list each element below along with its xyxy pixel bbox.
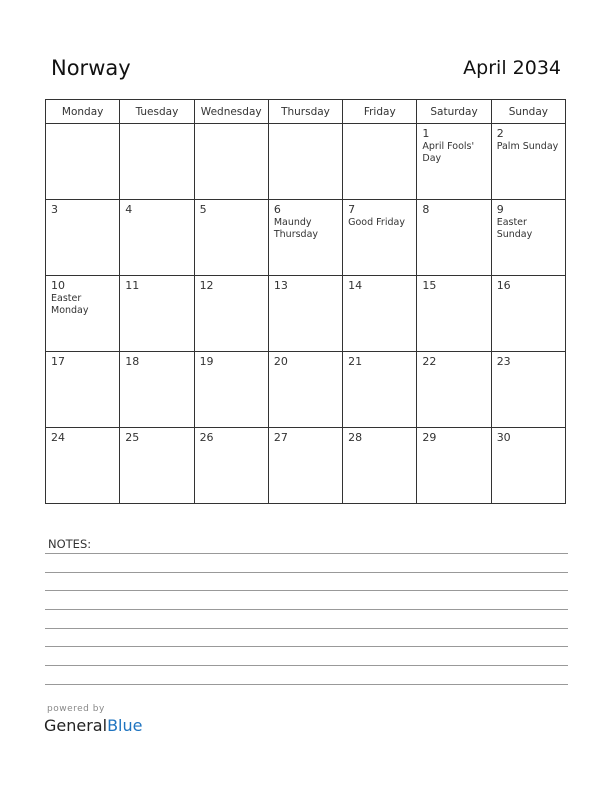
day-cell: [491, 124, 565, 200]
month-year-title: April 2034: [463, 57, 561, 79]
day-cell: [268, 124, 342, 200]
day-number: 27: [273, 431, 288, 444]
holiday-label: Maundy Thursday: [273, 217, 319, 240]
day-number: 1: [422, 127, 430, 140]
weekday-header: Thursday: [268, 100, 342, 124]
day-cell: [46, 276, 120, 352]
day-cell: [268, 352, 342, 428]
week-row: [46, 428, 566, 504]
calendar-grid: [45, 99, 566, 504]
brand-logo: [44, 716, 142, 735]
brand-general: General: [44, 716, 108, 735]
day-cell: [46, 352, 120, 428]
day-number: 11: [125, 279, 140, 292]
calendar-body: [46, 124, 566, 504]
day-number: 21: [348, 355, 363, 368]
holiday-label: Easter Monday: [51, 293, 89, 316]
day-cell: [417, 200, 491, 276]
day-number: 9: [496, 203, 504, 216]
day-cell: [120, 352, 194, 428]
day-number: 28: [348, 431, 363, 444]
day-cell: [46, 428, 120, 504]
weekday-header: Friday: [343, 100, 417, 124]
day-cell: [194, 200, 268, 276]
day-cell: [491, 276, 565, 352]
note-line: [45, 628, 568, 629]
day-cell: [268, 200, 342, 276]
day-cell: [120, 200, 194, 276]
day-number: 13: [273, 279, 288, 292]
day-number: 15: [422, 279, 437, 292]
day-number: 18: [125, 355, 140, 368]
note-line: [45, 609, 568, 610]
day-cell: [417, 124, 491, 200]
day-cell: [194, 428, 268, 504]
day-cell: [343, 352, 417, 428]
day-number: 16: [496, 279, 511, 292]
day-number: 30: [496, 431, 511, 444]
day-number: 4: [125, 203, 133, 216]
day-cell: [268, 428, 342, 504]
weekday-header-row: [46, 100, 566, 124]
weekday-header: Tuesday: [120, 100, 194, 124]
day-cell: [491, 200, 565, 276]
weekday-header: Wednesday: [194, 100, 268, 124]
day-cell: [491, 428, 565, 504]
day-cell: [194, 124, 268, 200]
day-cell: [343, 200, 417, 276]
day-cell: [120, 428, 194, 504]
day-cell: [417, 428, 491, 504]
day-cell: [417, 352, 491, 428]
day-number: 6: [273, 203, 281, 216]
powered-by-text: powered by: [47, 704, 105, 714]
day-number: 22: [422, 355, 437, 368]
day-number: 29: [422, 431, 437, 444]
brand-blue: Blue: [107, 716, 143, 735]
day-number: 12: [199, 279, 214, 292]
holiday-label: Good Friday: [348, 217, 405, 228]
day-number: 25: [125, 431, 140, 444]
week-row: [46, 124, 566, 200]
weekday-header: Monday: [46, 100, 120, 124]
day-cell: [343, 124, 417, 200]
day-number: 5: [199, 203, 207, 216]
holiday-label: April Fools' Day: [422, 141, 475, 164]
day-cell: [194, 276, 268, 352]
day-number: 26: [199, 431, 214, 444]
day-cell: [491, 352, 565, 428]
day-number: 7: [348, 203, 356, 216]
weekday-header: Saturday: [417, 100, 491, 124]
day-number: 17: [51, 355, 65, 368]
day-number: 8: [422, 203, 430, 216]
day-cell: [343, 276, 417, 352]
day-cell: [120, 124, 194, 200]
week-row: [46, 352, 566, 428]
day-number: 23: [496, 355, 511, 368]
day-cell: [417, 276, 491, 352]
day-number: 20: [273, 355, 288, 368]
day-cell: [46, 200, 120, 276]
note-line: [45, 684, 568, 685]
day-number: 14: [348, 279, 363, 292]
note-line: [45, 590, 568, 591]
note-line: [45, 646, 568, 647]
day-cell: [194, 352, 268, 428]
holiday-label: Easter Sunday: [496, 217, 533, 240]
day-cell: [268, 276, 342, 352]
day-number: 3: [51, 203, 58, 216]
day-number: 2: [496, 127, 504, 140]
note-line: [45, 572, 568, 573]
day-cell: [46, 124, 120, 200]
holiday-label: Palm Sunday: [496, 141, 559, 152]
day-cell: [343, 428, 417, 504]
week-row: [46, 276, 566, 352]
note-line: [45, 553, 568, 554]
note-line: [45, 665, 568, 666]
notes-label: NOTES:: [48, 537, 92, 551]
country-title: Norway: [51, 56, 131, 80]
week-row: [46, 200, 566, 276]
day-cell: [120, 276, 194, 352]
weekday-header: Sunday: [491, 100, 565, 124]
day-number: 19: [199, 355, 214, 368]
day-number: 10: [51, 279, 65, 292]
day-number: 24: [51, 431, 65, 444]
